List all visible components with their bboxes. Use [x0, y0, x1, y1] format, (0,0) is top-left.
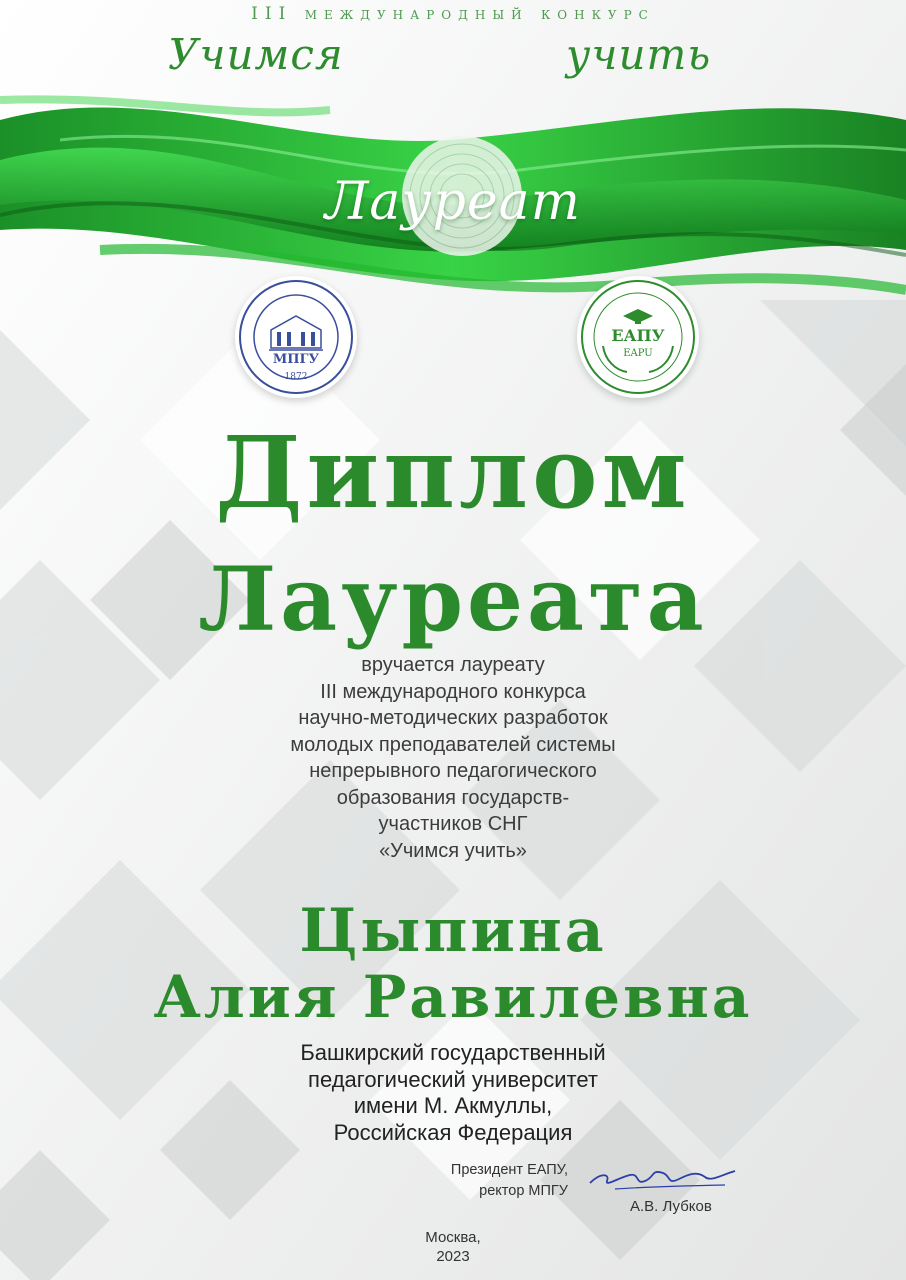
organization-line: имени М. Акмуллы, — [353, 1093, 553, 1118]
award-description — [0, 652, 906, 864]
eapu-abbr: ЕАПУ — [611, 326, 665, 345]
organization-line: педагогический университет — [308, 1066, 598, 1092]
diploma-subtitle: Лауреата — [198, 547, 708, 651]
eapu-logo — [577, 276, 699, 398]
contest-line: III международный конкурс — [251, 4, 655, 24]
organization — [0, 1040, 906, 1146]
organization-line: Башкирский государственный — [300, 1040, 606, 1065]
issue-place-date — [0, 1228, 906, 1266]
mpgu-abbr: МПГУ — [272, 352, 320, 367]
signatory-title — [380, 1160, 568, 1202]
description-line: III международного конкурса — [320, 680, 586, 703]
mpgu-logo — [235, 276, 357, 398]
laureate-badge: Лауреат — [325, 172, 581, 232]
recipient-given-names: Алия Равилевна — [153, 963, 753, 1031]
description-line: молодых преподавателей системы — [290, 733, 616, 756]
organization-line: Российская Федерация — [333, 1119, 573, 1145]
signatory-name: А.В. Лубков — [630, 1198, 712, 1215]
mpgu-year: 1872 — [284, 372, 308, 382]
description-line: непрерывного педагогического — [309, 760, 597, 782]
contest-title-right: учить — [566, 30, 712, 79]
description-line: научно-методических разработок — [298, 707, 608, 729]
eapu-abbr-latin: EAPU — [623, 348, 653, 359]
description-line: вручается лауреату — [361, 654, 545, 676]
description-line: «Учимся учить» — [379, 839, 527, 862]
diploma-title: Диплом — [215, 416, 691, 531]
contest-title-left: Учимся — [168, 30, 344, 79]
issue-year: 2023 — [436, 1248, 470, 1265]
recipient-surname: Цыпина — [299, 896, 607, 966]
signature-icon — [585, 1155, 745, 1200]
issue-city: Москва, — [425, 1229, 481, 1246]
signatory-title-line: Президент ЕАПУ, — [450, 1162, 568, 1178]
description-line: образования государств- — [336, 786, 570, 809]
signatory-title-line: ректор МПГУ — [479, 1183, 568, 1199]
description-line: участников СНГ — [378, 813, 528, 835]
